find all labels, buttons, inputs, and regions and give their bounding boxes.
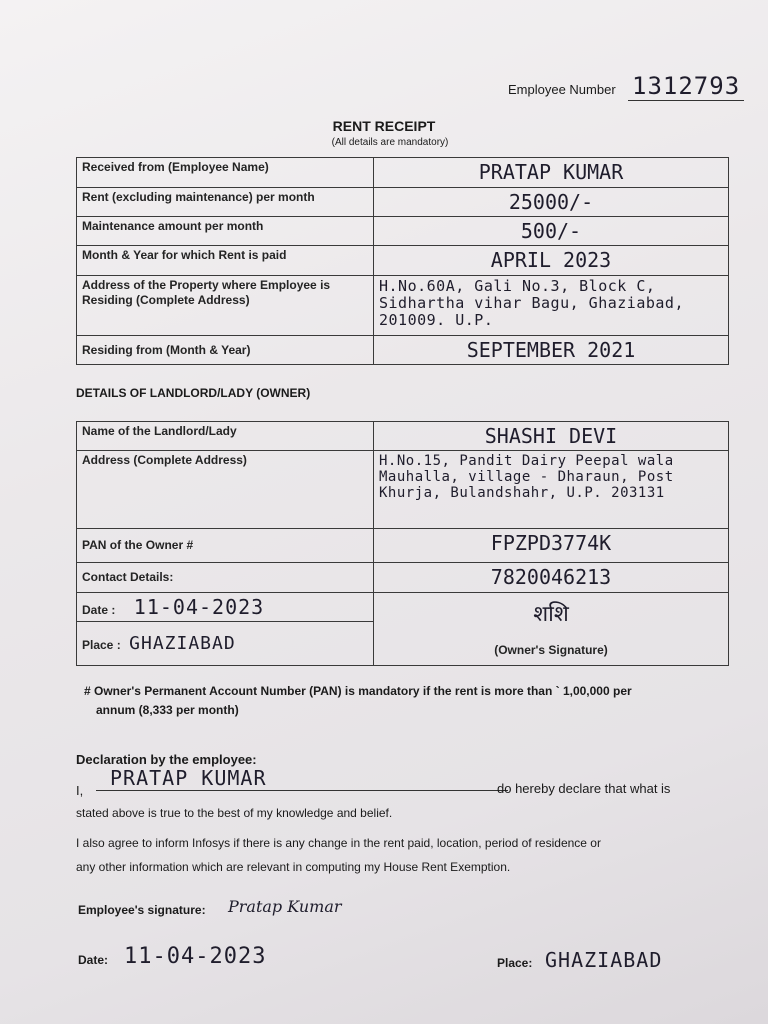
employee-signature-text: Pratap Kumar (228, 897, 342, 916)
row-label: Address of the Property where Employee is Residing (Complete Address) (77, 276, 374, 336)
declaration-date-value: 11-04-2023 (124, 944, 267, 969)
landlord-section-heading: DETAILS OF LANDLORD/LADY (OWNER) (76, 386, 311, 400)
declaration-employee-name: PRATAP KUMAR (96, 766, 508, 791)
owner-signature-cell (374, 593, 729, 666)
row-label: Rent (excluding maintenance) per month (77, 188, 374, 217)
employee-number-value: 1312793 (628, 72, 744, 101)
place-label: Place : (82, 638, 121, 652)
table-row (77, 336, 729, 365)
table-row (77, 593, 729, 622)
employee-name-value: PRATAP KUMAR (374, 158, 729, 188)
row-label: Address (Complete Address) (77, 451, 374, 529)
owner-signature-text: शशि (533, 602, 569, 627)
pan-note-line1: # Owner's Permanent Account Number (PAN) is mandatory if the rent is more than ` 1,00,000 per (84, 684, 632, 698)
landlord-address-value: H.No.15, Pandit Dairy Peepal wala Mauhalla, village - Dharaun, Post Khurja, Bulandshahr, U.P. 203131 (374, 451, 729, 529)
page-title: RENT RECEIPT (332, 118, 436, 134)
declaration-prefix: I, (76, 783, 84, 798)
contact-value: 7820046213 (374, 563, 729, 593)
declaration-place-value: GHAZIABAD (545, 948, 663, 972)
declaration-line-3: I also agree to inform Infosys if there is any change in the rent paid, location, period of residence or (76, 836, 601, 850)
employee-number-label: Employee Number (508, 82, 616, 97)
row-label: Received from (Employee Name) (77, 158, 374, 188)
tenant-details-table (76, 157, 729, 365)
declaration-heading: Declaration by the employee: (76, 752, 257, 767)
table-row (77, 422, 729, 451)
employee-signature-label: Employee's signature: (78, 903, 206, 917)
landlord-name-value: SHASHI DEVI (374, 422, 729, 451)
pan-note-line2: annum (8,333 per month) (96, 703, 239, 717)
declaration-line-2: stated above is true to the best of my knowledge and belief. (76, 806, 393, 820)
place-value: GHAZIABAD (129, 633, 236, 654)
declaration-line-4: any other information which are relevant in computing my House Rent Exemption. (76, 860, 511, 874)
rent-month-value: APRIL 2023 (374, 246, 729, 276)
pan-note (84, 682, 724, 720)
table-row (77, 158, 729, 188)
table-row (77, 246, 729, 276)
declaration-suffix: do hereby declare that what is (497, 781, 671, 796)
maintenance-value: 500/- (374, 217, 729, 246)
declaration-place-label: Place: (497, 956, 533, 970)
table-row (77, 217, 729, 246)
table-row (77, 451, 729, 529)
row-label: Name of the Landlord/Lady (77, 422, 374, 451)
row-label: PAN of the Owner # (77, 529, 374, 563)
date-label: Date : (82, 603, 116, 617)
residing-from-value: SEPTEMBER 2021 (374, 336, 729, 365)
table-row (77, 188, 729, 217)
row-label: Residing from (Month & Year) (77, 336, 374, 365)
pan-value: FPZPD3774K (374, 529, 729, 563)
row-label: Contact Details: (77, 563, 374, 593)
property-address-value: H.No.60A, Gali No.3, Block C, Sidhartha vihar Bagu, Ghaziabad, 201009. U.P. (374, 276, 729, 336)
date-cell (77, 593, 374, 622)
landlord-details-table (76, 421, 729, 666)
table-row (77, 276, 729, 336)
rent-value: 25000/- (374, 188, 729, 217)
employee-signature-image (226, 888, 366, 924)
owner-signature-label: (Owner's Signature) (494, 643, 608, 657)
declaration-date-label: Date: (78, 953, 109, 967)
table-row (77, 563, 729, 593)
owner-signature-image (511, 595, 591, 629)
place-cell (77, 622, 374, 666)
table-row (77, 529, 729, 563)
date-value: 11-04-2023 (133, 595, 265, 619)
row-label: Month & Year for which Rent is paid (77, 246, 374, 276)
page-subtitle: (All details are mandatory) (331, 137, 449, 148)
row-label: Maintenance amount per month (77, 217, 374, 246)
